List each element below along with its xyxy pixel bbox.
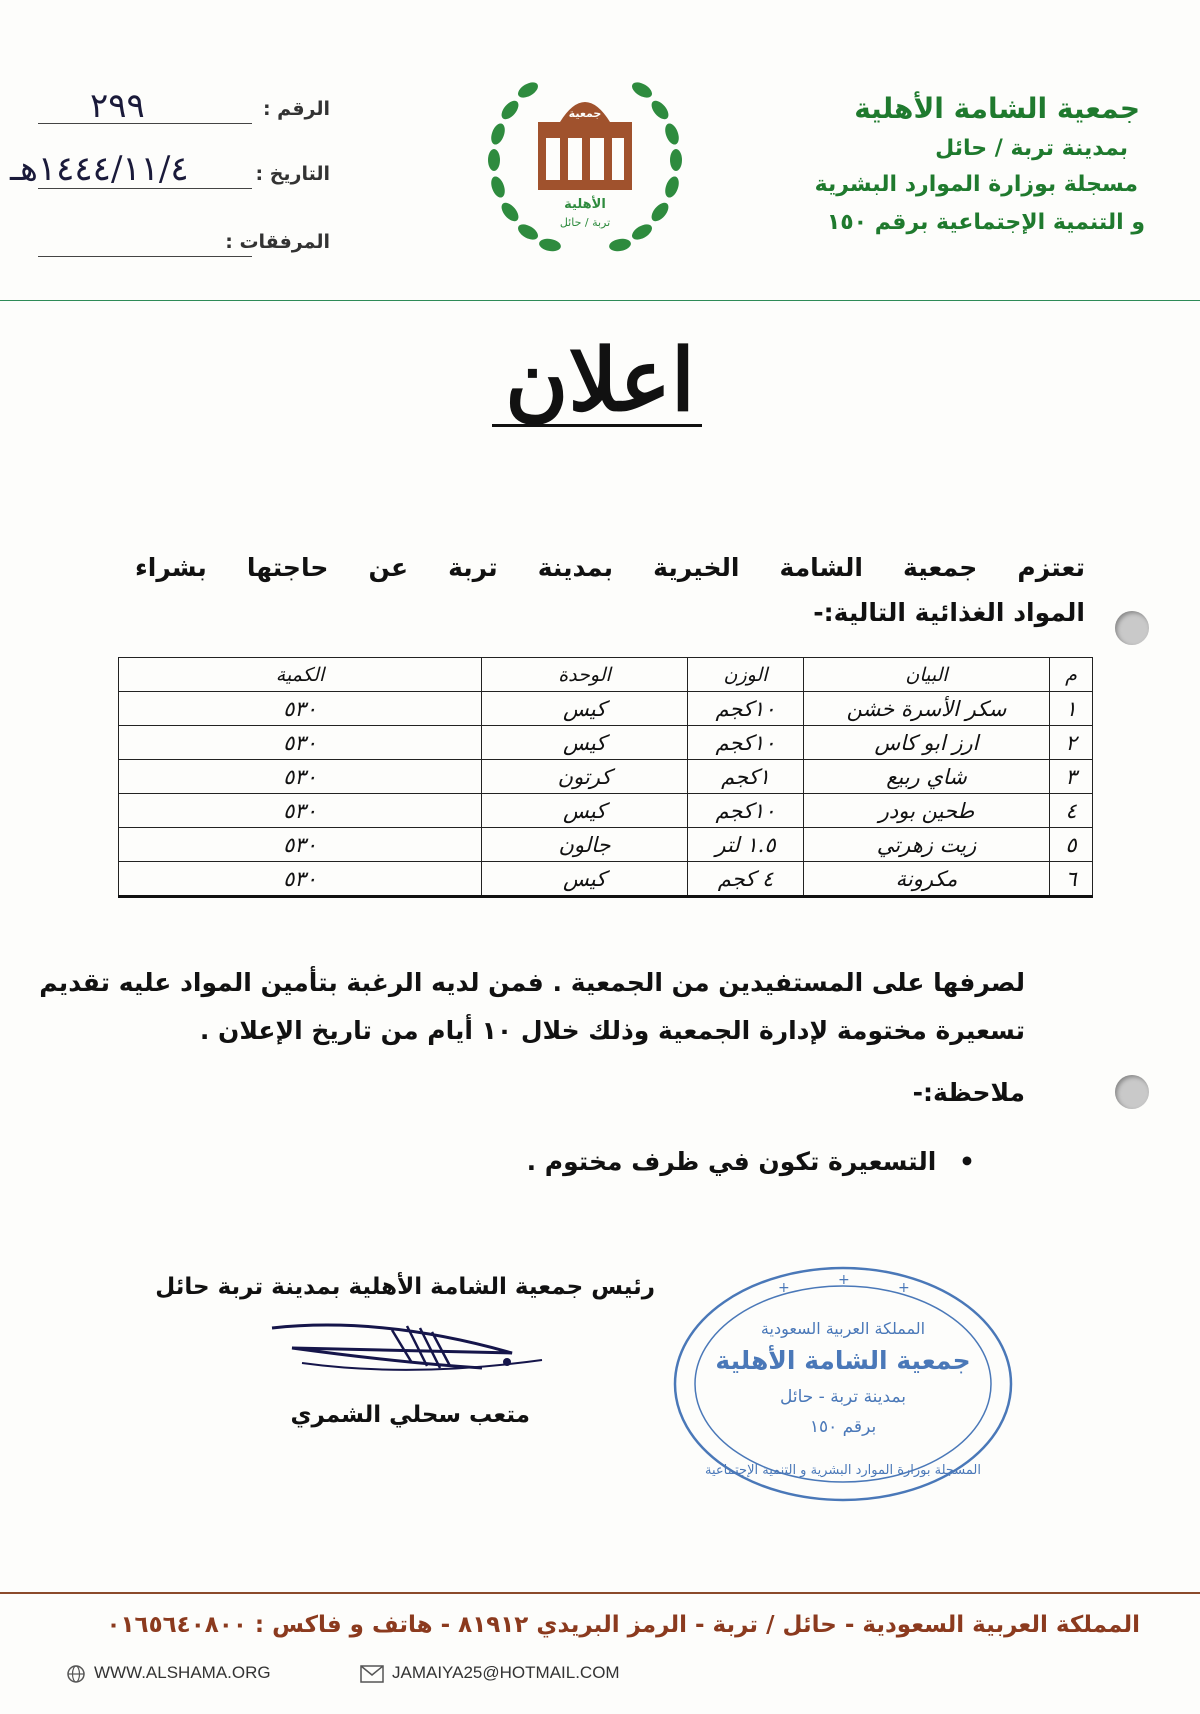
header-divider (0, 300, 1200, 301)
row-quantity: ٥٣٠ (119, 760, 482, 794)
row-weight: ١٠كجم (688, 692, 804, 726)
title-underline (492, 424, 702, 427)
table-row (119, 828, 1093, 862)
row-description: سكر الأسرة خشن (804, 692, 1050, 726)
items-table (118, 657, 1093, 898)
signatory-name: متعب سحلي الشمري (290, 1402, 530, 1428)
row-description: مكرونة (804, 862, 1050, 897)
body-line-1: لصرفها على المستفيدين من الجمعية . فمن لديه الرغبة بتأمين المواد عليه تقديم (39, 968, 1025, 997)
handwritten-signature (262, 1308, 552, 1388)
table-row (119, 794, 1093, 828)
attachments-label: المرفقات : (225, 231, 330, 253)
note-label: ملاحظة:- (912, 1078, 1025, 1107)
row-quantity: ٥٣٠ (119, 862, 482, 897)
org-name: جمعية الشامة الأهلية (854, 92, 1140, 125)
logo-top-word: جمعية (568, 107, 602, 120)
stamp-ring-text: المسجلة بوزارة الموارد البشرية و التنمية الإجتماعية (704, 1463, 982, 1478)
row-index: ١ (1050, 692, 1093, 726)
stamp-line-1: المملكة العربية السعودية (760, 1319, 926, 1338)
row-weight: ١٠كجم (688, 726, 804, 760)
row-index: ٣ (1050, 760, 1093, 794)
row-quantity: ٥٣٠ (119, 726, 482, 760)
date-field (10, 149, 330, 197)
official-stamp (668, 1262, 1018, 1507)
website-link[interactable] (66, 1663, 271, 1684)
intro-line-1: تعتزم جمعية الشامة الخيرية بمدينة تربة عن حاجتها بشراء (135, 553, 1085, 582)
row-description: شاي ربيع (804, 760, 1050, 794)
row-index: ٥ (1050, 828, 1093, 862)
intro-line-2: المواد الغذائية التالية:- (813, 598, 1085, 627)
row-description: زيت زهرتي (804, 828, 1050, 862)
row-weight: ١.٥ لتر (688, 828, 804, 862)
row-index: ٦ (1050, 862, 1093, 897)
stamp-line-4: برقم ١٥٠ (809, 1417, 877, 1437)
row-unit: كيس (482, 726, 688, 760)
attachments-field (30, 225, 330, 265)
row-unit: كرتون (482, 760, 688, 794)
row-unit: كيس (482, 794, 688, 828)
logo-sub-word: الأهلية (564, 197, 606, 212)
signatory-title: رئيس جمعية الشامة الأهلية بمدينة تربة حائل (155, 1274, 655, 1300)
globe-icon (66, 1664, 86, 1684)
stamp-line-3: بمدينة تربة - حائل (779, 1387, 907, 1407)
row-quantity: ٥٣٠ (119, 692, 482, 726)
col-header-unit: الوحدة (482, 658, 688, 692)
org-city: بمدينة تربة / حائل (935, 136, 1128, 161)
svg-text:+: + (838, 1272, 850, 1288)
number-value: ٢٩٩ (90, 86, 145, 126)
table-row (119, 692, 1093, 726)
col-header-index: م (1050, 658, 1093, 692)
row-description: ارز ابو كاس (804, 726, 1050, 760)
note-bullet-item (527, 1147, 975, 1176)
footer-divider (0, 1592, 1200, 1594)
col-header-weight: الوزن (688, 658, 804, 692)
number-label: الرقم : (262, 98, 330, 120)
row-unit: كيس (482, 692, 688, 726)
table-row (119, 726, 1093, 760)
row-quantity: ٥٣٠ (119, 794, 482, 828)
punch-hole-bottom (1115, 1075, 1149, 1109)
number-line (38, 123, 252, 124)
row-unit: كيس (482, 862, 688, 897)
org-registration-number: و التنمية الإجتماعية برقم ١٥٠ (826, 210, 1145, 235)
body-line-2: تسعيرة مختومة لإدارة الجمعية وذلك خلال ١٠ أيام من تاريخ الإعلان . (199, 1016, 1025, 1045)
table-row (119, 760, 1093, 794)
col-header-quantity: الكمية (119, 658, 482, 692)
row-index: ٢ (1050, 726, 1093, 760)
email-text: JAMAIYA25@HOTMAIL.COM (392, 1663, 620, 1682)
row-weight: ٤ كجم (688, 862, 804, 897)
logo-place: تربة / حائل (559, 216, 611, 229)
organization-logo (480, 62, 690, 262)
table-header-row (119, 658, 1093, 692)
attachments-line (38, 256, 252, 257)
row-weight: ١٠كجم (688, 794, 804, 828)
table-row (119, 862, 1093, 897)
row-index: ٤ (1050, 794, 1093, 828)
row-unit: جالون (482, 828, 688, 862)
col-header-description: البيان (804, 658, 1050, 692)
row-quantity: ٥٣٠ (119, 828, 482, 862)
punch-hole-top (1115, 611, 1149, 645)
page-title: اعلان (505, 330, 695, 431)
row-weight: ١كجم (688, 760, 804, 794)
note-bullet-text: التسعيرة تكون في ظرف مختوم . (526, 1147, 937, 1176)
website-text: WWW.ALSHAMA.ORG (94, 1663, 271, 1682)
email-link[interactable] (360, 1663, 620, 1683)
svg-text:+: + (898, 1280, 910, 1296)
number-field (30, 86, 330, 132)
footer-address: المملكة العربية السعودية - حائل / تربة - الرمز البريدي ٨١٩١٢ - هاتف و فاكس : ٠١٦٥٦٤٠٨٠٠ (106, 1612, 1140, 1638)
org-registered: مسجلة بوزارة الموارد البشرية (814, 172, 1138, 197)
bullet-icon: • (959, 1147, 975, 1176)
date-label: التاريخ : (255, 163, 330, 185)
envelope-icon (360, 1665, 384, 1683)
date-value: ١٤٤٤/١١/٤هـ (10, 149, 189, 189)
svg-text:+: + (778, 1280, 790, 1296)
stamp-line-2: جمعية الشامة الأهلية (715, 1346, 971, 1375)
row-description: طحين بودر (804, 794, 1050, 828)
